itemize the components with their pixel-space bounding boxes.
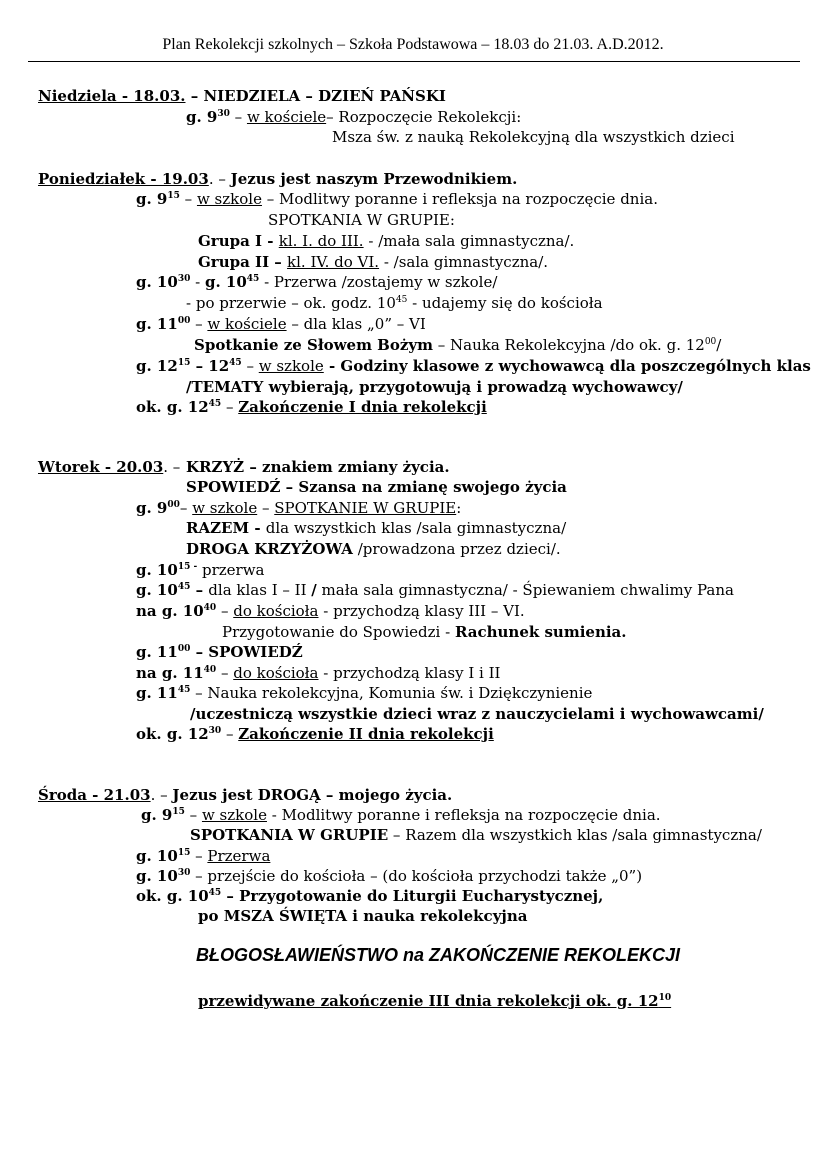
day-date: Wtorek - 20.03 xyxy=(38,458,164,476)
time-minutes: 30 xyxy=(177,868,191,878)
schedule-line: SPOTKANIA W GRUPIE: xyxy=(268,211,455,229)
schedule-line xyxy=(222,623,627,641)
blessing-heading: BŁOGOSŁAWIEŃSTWO na ZAKOŃCZENIE REKOLEKCJI xyxy=(196,945,681,965)
schedule-line xyxy=(190,826,762,844)
time: g. 10 xyxy=(204,273,247,291)
description: – Nauka rekolekcyjna, Komunia św. i Dziękczynienie xyxy=(190,684,593,702)
time: g. 11 xyxy=(136,684,178,702)
separator: – xyxy=(185,87,204,105)
location: w kościele xyxy=(207,315,287,333)
description: - Godziny klasowe z wychowawcą dla poszczególnych klas xyxy=(323,357,811,375)
time-minutes: 45 xyxy=(229,358,242,368)
schedule-line xyxy=(141,806,661,824)
schedule-line xyxy=(136,867,642,885)
schedule-line xyxy=(136,398,487,416)
time-minutes: 15 xyxy=(177,848,191,858)
time-minutes: 40 xyxy=(203,603,217,613)
schedule-line xyxy=(186,294,603,312)
day-closing: Zakończenie II dnia rekolekcji xyxy=(238,725,494,743)
separator: / xyxy=(716,336,722,354)
time: g. 9 xyxy=(136,499,168,517)
separator: – xyxy=(155,786,173,804)
location: w kościele xyxy=(246,108,327,126)
day-title: KRZYŻ – znakiem zmiany życia. xyxy=(186,458,450,476)
separator: – xyxy=(213,170,231,188)
day-title: NIEDZIELA – DZIEŃ PAŃSKI xyxy=(203,87,446,105)
location: do kościoła xyxy=(233,602,319,620)
description: Przygotowanie do Spowiedzi - xyxy=(222,623,455,641)
day-date: Niedziela - 18.03. xyxy=(38,87,186,105)
location: Przerwa xyxy=(207,847,271,865)
schedule-line xyxy=(186,540,561,558)
schedule-line: po MSZA ŚWIĘTA i nauka rekolekcyjna xyxy=(198,907,528,925)
description: – Rozpoczęcie Rekolekcji: xyxy=(326,108,522,126)
time: g. 10 xyxy=(136,847,178,865)
time: na g. 10 xyxy=(136,602,204,620)
separator: – xyxy=(221,725,239,743)
final-closing xyxy=(198,992,671,1010)
description: – Przygotowanie do Liturgii Eucharystycznej, xyxy=(221,887,604,905)
location: do kościoła xyxy=(233,664,319,682)
time-minutes: 00 xyxy=(177,644,191,654)
schedule-line: Msza św. z nauką Rekolekcyjną dla wszystkich dzieci xyxy=(332,128,735,146)
day-date: Środa - 21.03 xyxy=(38,786,151,804)
group-label: Grupa II – xyxy=(198,253,288,271)
activity: SPOTKANIA W GRUPIE xyxy=(190,826,389,844)
description: - /sala gimnastyczna/. xyxy=(379,253,549,271)
time-minutes: 15 xyxy=(177,358,191,368)
location: w szkole xyxy=(201,806,267,824)
time-minutes: 00 xyxy=(704,337,717,347)
time: na g. 11 xyxy=(136,664,204,682)
schedule-line: /TEMATY wybierają, przygotowują i prowadzą wychowawcy/ xyxy=(186,378,683,396)
separator: - xyxy=(190,273,205,291)
time: ok. g. 12 xyxy=(136,725,209,743)
schedule-line xyxy=(136,357,811,375)
separator: – xyxy=(190,847,208,865)
group-label: Grupa I - xyxy=(198,232,279,250)
meeting: SPOTKANIE W GRUPIE xyxy=(274,499,457,517)
description: – przejście do kościoła – (do kościoła przychodzi także „0”) xyxy=(190,867,643,885)
separator: - xyxy=(259,273,274,291)
time-minutes: 30 xyxy=(177,274,191,284)
day-heading-wednesday xyxy=(38,786,452,804)
time-minutes: 45 xyxy=(177,582,191,592)
day-heading-tuesday xyxy=(38,458,450,476)
schedule-line xyxy=(136,664,500,682)
description: /prowadzona przez dzieci/. xyxy=(352,540,561,558)
time: g. 9 xyxy=(141,806,173,824)
separator: – xyxy=(190,315,208,333)
separator: – xyxy=(229,108,247,126)
schedule-line xyxy=(186,108,521,126)
schedule-line: /uczestniczą wszystkie dzieci wraz z nauczycielami i wychowawcami/ xyxy=(190,705,764,723)
activity: Rachunek sumienia. xyxy=(454,623,627,641)
page-header: Plan Rekolekcji szkolnych – Szkoła Podstawowa – 18.03 do 21.03. A.D.2012. xyxy=(162,36,664,53)
separator: – xyxy=(184,806,202,824)
schedule-line xyxy=(136,190,658,208)
separator: : xyxy=(456,499,462,517)
description: – Nauka Rekolekcyjna /do ok. g. 12 xyxy=(432,336,705,354)
day-closing: Zakończenie I dnia rekolekcji xyxy=(238,398,487,416)
time: g. 9 xyxy=(136,190,168,208)
time: ok. g. 12 xyxy=(136,398,209,416)
description: – dla klas „0” – VI xyxy=(286,315,426,333)
time: g. 9 xyxy=(186,108,218,126)
location: w szkole xyxy=(192,499,258,517)
location: w szkole xyxy=(196,190,262,208)
time-minutes: 45 xyxy=(395,295,408,305)
schedule-line xyxy=(136,499,461,517)
schedule-line xyxy=(136,581,734,599)
location: w szkole xyxy=(258,357,324,375)
time-minutes: 15 xyxy=(167,191,180,201)
time-minutes: 15 xyxy=(172,807,185,817)
description: dla klas I – II xyxy=(208,581,312,599)
time-minutes: 45 xyxy=(246,274,260,284)
description: - /mała sala gimnastyczna/. xyxy=(363,232,575,250)
schedule-line xyxy=(186,519,566,537)
day-date: Poniedziałek - 19.03 xyxy=(38,170,209,188)
time: g. 10 xyxy=(136,561,178,579)
separator: – xyxy=(216,602,234,620)
schedule-line xyxy=(198,232,574,250)
time-minutes: 00 xyxy=(177,316,191,326)
class-range: kl. I. do III. xyxy=(278,232,364,250)
header-divider xyxy=(28,61,800,62)
schedule-line xyxy=(136,315,426,333)
description: Przerwa /zostajemy w szkole/ xyxy=(273,273,498,291)
schedule-line xyxy=(136,725,494,743)
time: g. 10 xyxy=(136,581,178,599)
schedule-line xyxy=(136,887,603,905)
day-title: Jezus jest naszym Przewodnikiem. xyxy=(230,170,518,188)
separator: – xyxy=(216,664,234,682)
time: g. 12 xyxy=(136,357,178,375)
schedule-line xyxy=(136,643,303,661)
description: mała sala gimnastyczna/ - Śpiewaniem chwalimy Pana xyxy=(316,581,734,599)
time-minutes: 10 xyxy=(658,993,672,1003)
description: przerwa xyxy=(197,561,265,579)
time-minutes: 45 xyxy=(208,888,222,898)
time-minutes: 15 - xyxy=(177,562,198,572)
schedule-line xyxy=(136,273,497,291)
separator: – xyxy=(241,357,259,375)
day-heading-monday xyxy=(38,170,517,188)
day-heading-sunday xyxy=(38,87,446,105)
separator: – xyxy=(257,499,275,517)
description: - Modlitwy poranne i refleksja na rozpoczęcie dnia. xyxy=(266,806,661,824)
schedule-line xyxy=(136,684,592,702)
schedule-line xyxy=(136,847,270,865)
time: g. 11 xyxy=(136,315,178,333)
separator: . – xyxy=(163,458,181,476)
day-title: Jezus jest DROGĄ – mojego życia. xyxy=(172,786,453,804)
description: dla wszystkich klas /sala gimnastyczna/ xyxy=(265,519,567,537)
schedule-line xyxy=(136,561,265,579)
time-minutes: 45 xyxy=(208,399,222,409)
description: - po przerwie – ok. godz. 10 xyxy=(186,294,396,312)
description: przewidywane zakończenie III dnia rekolekcji ok. g. 12 xyxy=(198,992,659,1010)
description: - przychodzą klasy III – VI. xyxy=(318,602,525,620)
activity: – SPOWIEDŹ xyxy=(190,643,303,661)
separator: – xyxy=(179,499,193,517)
time-minutes: 30 xyxy=(208,726,222,736)
separator: / xyxy=(311,581,317,599)
time: ok. g. 10 xyxy=(136,887,209,905)
time: g. 10 xyxy=(136,867,178,885)
description: - udajemy się do kościoła xyxy=(407,294,603,312)
description: – Modlitwy poranne i refleksja na rozpoczęcie dnia. xyxy=(261,190,658,208)
activity: DROGA KRZYŻOWA xyxy=(186,540,353,558)
schedule-line xyxy=(198,253,548,271)
separator: – xyxy=(190,581,209,599)
schedule-line: SPOWIEDŹ – Szansa na zmianę swojego życia xyxy=(186,478,567,496)
time: – 12 xyxy=(190,357,230,375)
separator: – xyxy=(221,398,239,416)
activity: RAZEM - xyxy=(186,519,266,537)
time: g. 11 xyxy=(136,643,178,661)
schedule-line xyxy=(194,336,721,354)
separator: . xyxy=(150,786,156,804)
time-minutes: 00 xyxy=(167,500,180,510)
separator: . xyxy=(208,170,214,188)
schedule-line xyxy=(136,602,525,620)
time-minutes: 30 xyxy=(217,109,230,119)
time: g. 10 xyxy=(136,273,178,291)
description: - przychodzą klasy I i II xyxy=(318,664,501,682)
description: – Razem dla wszystkich klas /sala gimnastyczna/ xyxy=(388,826,762,844)
activity: Spotkanie ze Słowem Bożym xyxy=(194,336,433,354)
time-minutes: 40 xyxy=(203,665,217,675)
time-minutes: 45 xyxy=(177,685,191,695)
separator: – xyxy=(179,190,197,208)
class-range: kl. IV. do VI. xyxy=(287,253,380,271)
